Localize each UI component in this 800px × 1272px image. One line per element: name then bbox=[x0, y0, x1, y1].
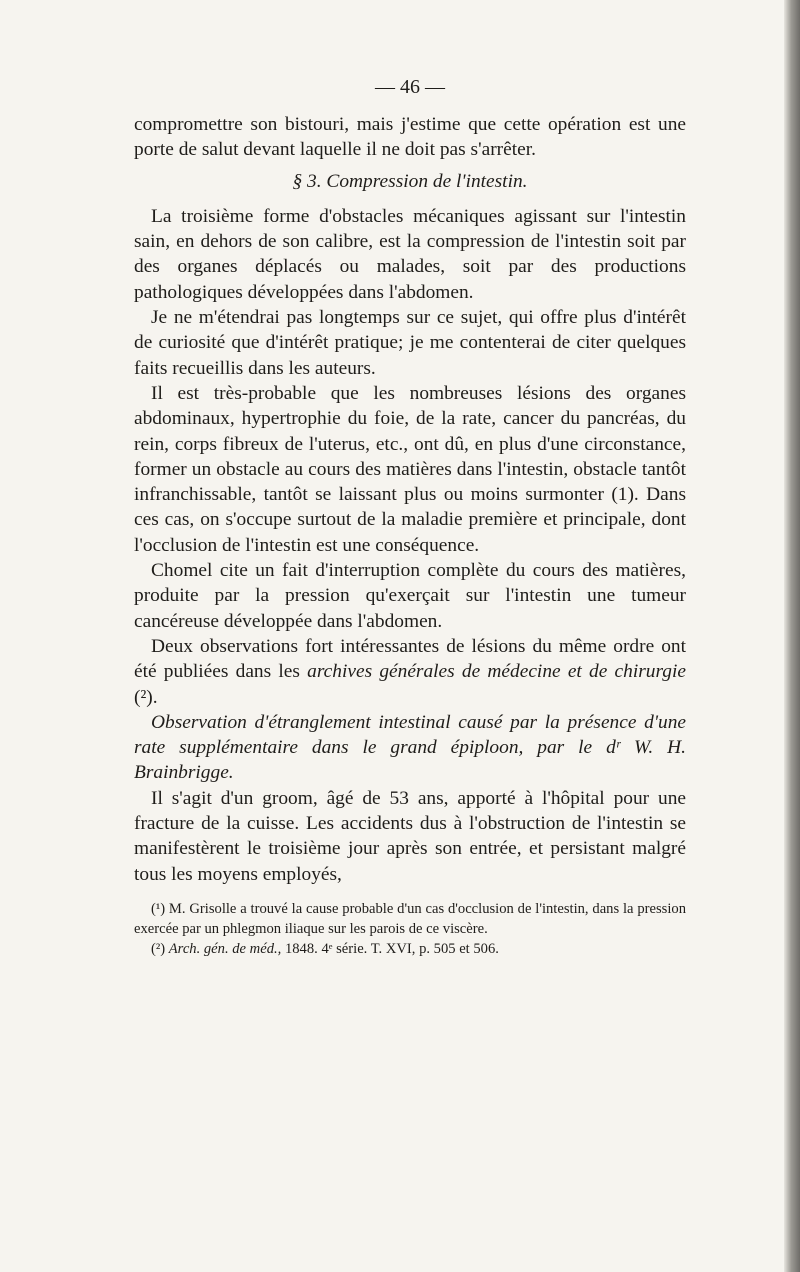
journal-title: archives générales de médecine et de chirurgie bbox=[307, 661, 686, 683]
paragraph-text: Deux observations fort intéressantes de lésions du même ordre ont été publiées dans les bbox=[134, 635, 686, 683]
footnotes bbox=[134, 899, 686, 959]
paragraph: Je ne m'étendrai pas longtemps sur ce sujet, qui offre plus d'intérêt de curiosité que d'intérêt pratique; je me contenterai de citer quelques faits recueillis dans les auteurs. bbox=[134, 307, 686, 379]
paragraph: Il s'agit d'un groom, âgé de 53 ans, apporté à l'hôpital pour une fracture de la cuisse. Les accidents dus à l'obstruction de l'intestin se manifestèrent le troisième jour après son entrée, et persistant malgré tous les moyens employés, bbox=[134, 787, 686, 885]
observation-title: Observation d'étranglement intestinal causé par la présence d'une rate supplémentaire dans le grand épiploon, par le dʳ W. H. Brainbrigge. bbox=[134, 711, 686, 784]
footnote-ref: (²). bbox=[134, 686, 158, 708]
page-edge-shadow bbox=[784, 0, 800, 1272]
section-heading: § 3. Compression de l'intestin. bbox=[292, 170, 528, 192]
page-body bbox=[134, 112, 686, 959]
paragraph-continuation: compromettre son bistouri, mais j'estime que cette opération est une porte de salut devant laquelle il ne doit pas s'arrêter. bbox=[134, 114, 686, 161]
paragraph-with-citation bbox=[134, 634, 686, 710]
paragraph: Il est très-probable que les nombreuses lésions des organes abdominaux, hypertrophie du foie, de la rate, cancer du pancréas, du rein, corps fibreux de l'uterus, etc., ont dû, en plus d'une circonstance, former un obstacle au cours des matières dans l'intestin, obstacle tantôt infranchissable, tantôt se laissant plus ou moins surmonter (1). Dans ces cas, on s'occupe surtout de la maladie première et principale, dont l'occlusion de l'intestin est une conséquence. bbox=[134, 382, 686, 556]
footnote-marker: (²) bbox=[151, 940, 166, 957]
footnote-source: Arch. gén. de méd., bbox=[168, 940, 282, 957]
paragraph: Chomel cite un fait d'interruption complète du cours des matières, produite par la pression qu'exerçait sur l'intestin une tumeur cancéreuse développée dans l'abdomen. bbox=[134, 560, 686, 632]
footnote bbox=[134, 939, 686, 959]
footnote: (¹) M. Grisolle a trouvé la cause probable d'un cas d'occlusion de l'intestin, dans la pression exercée par un phlegmon iliaque sur les parois de ce viscère. bbox=[134, 900, 686, 937]
footnote-detail: 1848. 4ᵉ série. T. XVI, p. 505 et 506. bbox=[284, 940, 499, 957]
paragraph: La troisième forme d'obstacles mécaniques agissant sur l'intestin sain, en dehors de son calibre, est la compression de l'intestin soit par des organes déplacés ou malades, soit par des productions pathologiques développées dans l'abdomen. bbox=[134, 205, 686, 303]
page-number: — 46 — bbox=[375, 76, 445, 98]
